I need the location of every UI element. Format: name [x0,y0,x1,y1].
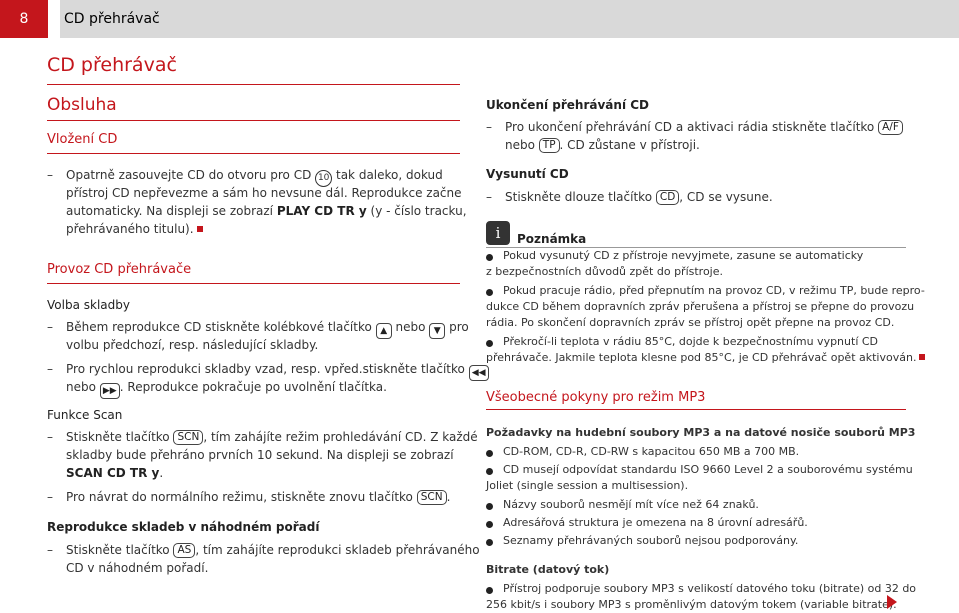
vysunuti-line-1: Stiskněte dlouze tlačítko CD , CD se vysune. [505,190,773,204]
fast-forward-key-icon: ▶▶ [100,383,120,399]
volba-line-1: Během reprodukce CD stiskněte kolébkové tlačítko ▲ nebo ▼ pro [66,318,469,339]
req-bullet-1: CD-ROM, CD-R, CD-RW s kapacitou 650 MB a 700 MB. [503,445,800,458]
bullet-icon [486,340,493,347]
req-bullet-2-line-1: CD musejí odpovídat standardu ISO 9660 Level 2 a souborovému systému [503,463,913,476]
title-rule [47,84,460,85]
bullet-icon [486,587,493,594]
note-bullet-3-line-2: přehrávače. Jakmile teplota klesne pod 85°C, je CD přehrávač opět aktivován. [486,350,925,366]
list-dash: – [47,430,53,444]
vlozeni-rule [47,153,460,154]
bitrate-bullet-1-line-1: Přístroj podporuje soubory MP3 s velikostí datového toku (bitrate) od 32 do [503,582,917,595]
heading-volba-skladby: Volba skladby [47,298,130,312]
bullet-icon [486,539,493,546]
bullet-icon [486,503,493,510]
heading-funkce-scan: Funkce Scan [47,408,123,422]
chapter-title: CD přehrávač [60,0,959,38]
req-bullet-4: Adresářová struktura je omezena na 8 úrovní adresářů. [503,516,808,529]
ukonceni-line-2: nebo TP . CD zůstane v přístroji. [505,138,700,152]
vlozeni-line-2: přístroj CD nepřevezme a sám ho nevsune dál. Reprodukce začne [66,186,462,200]
note-heading: Poznámka [517,232,587,246]
info-note-icon: i [486,221,510,245]
scn-key: SCN [173,430,203,445]
ukonceni-line-1: Pro ukončení přehrávání CD a aktivaci rádia stiskněte tlačítko A/F [505,118,903,136]
req-bullet-2-line-2: Joliet (single session a multisession). [486,479,689,492]
tp-key: TP [539,138,560,153]
mp3-rule [486,409,906,410]
note-bullet-2-line-1: Pokud pracuje rádio, před přepnutím na provoz CD, v režimu TP, bude repro- [503,284,925,297]
end-of-section-mark [919,354,925,360]
heading-vlozeni-cd: Vložení CD [47,132,118,147]
list-dash: – [47,362,53,376]
cd-slot-callout: 10 [315,170,332,187]
bullet-icon [486,254,493,261]
vlozeni-line-3: automaticky. Na displeji se zobrazí PLAY CD TR y (y - číslo tracku, [66,204,467,218]
volba-line-4: nebo ▶▶ . Reprodukce pokračuje po uvolnění tlačítka. [66,378,387,399]
heading-nahodne-poradi: Reprodukce skladeb v náhodném pořadí [47,520,320,534]
note-bullet-2-line-3: rádia. Po skončení dopravních zpráv se přístroj opět přepne na provoz CD. [486,316,895,329]
list-dash: – [486,120,492,134]
scan-line-4: Pro návrat do normálního režimu, stiskněte znovu tlačítko SCN . [66,490,451,504]
scn-key: SCN [417,490,447,505]
heading-mp3: Všeobecné pokyny pro režim MP3 [486,390,706,405]
scan-line-2: skladby bude přehráno prvních 10 sekund. Na displeji se zobrazí [66,448,454,462]
bullet-icon [486,468,493,475]
bullet-icon [486,450,493,457]
scan-line-1: Stiskněte tlačítko SCN , tím zahájíte režim prohledávání CD. Z každé [66,430,478,444]
page-header [0,0,959,38]
up-arrow-key-icon: ▲ [376,323,392,339]
heading-requirements: Požadavky na hudební soubory MP3 a na datové nosiče souborů MP3 [486,426,916,439]
page-number: 8 [0,0,48,38]
req-bullet-5: Seznamy přehrávaných souborů nejsou podporovány. [503,534,799,547]
heading-ukonceni: Ukončení přehrávání CD [486,98,650,112]
as-key: AS [173,543,195,558]
volba-line-2: volbu předchozí, resp. následující skladby. [66,338,319,352]
rewind-key-icon: ◀◀ [469,365,489,381]
bullet-icon [486,289,493,296]
af-key: A/F [878,120,903,135]
section-obsluha: Obsluha [47,95,117,115]
scan-line-3: SCAN CD TR y. [66,466,164,480]
note-bullet-1-line-1: Pokud vysunutý CD z přístroje nevyjmete, zasune se automaticky [503,249,864,262]
obsluha-rule [47,120,460,121]
list-dash: – [486,190,492,204]
list-dash: – [47,490,53,504]
heading-provoz: Provoz CD přehrávače [47,262,192,277]
note-bullet-2-line-2: dukce CD během dopravních zpráv přerušena a přístroj se přepne do provozu [486,300,915,313]
random-line-2: CD v náhodném pořadí. [66,561,209,575]
page-title: CD přehrávač [47,54,177,76]
continue-arrow-icon [887,595,897,609]
provoz-rule [47,283,460,284]
list-dash: – [47,168,53,182]
req-bullet-3: Názvy souborů nesmějí mít více než 64 znaků. [503,498,759,511]
bullet-icon [486,521,493,528]
down-arrow-key-icon: ▼ [429,323,445,339]
cd-key: CD [656,190,679,205]
end-of-section-mark [197,226,203,232]
random-line-1: Stiskněte tlačítko AS , tím zahájíte reprodukci skladeb přehrávaného [66,543,480,557]
note-bullet-1-line-2: z bezpečnostních důvodů zpět do přístroje. [486,265,724,278]
vlozeni-line-1: Opatrně zasouvejte CD do otvoru pro CD 10 tak daleko, dokud [66,166,443,187]
heading-vysunuti: Vysunutí CD [486,167,569,181]
heading-bitrate: Bitrate (datový tok) [486,563,610,576]
note-bullet-3-line-1: Překročí-li teplota v rádiu 85°C, dojde k bezpečnostnímu vypnutí CD [503,335,879,348]
list-dash: – [47,320,53,334]
list-dash: – [47,543,53,557]
volba-line-3: Pro rychlou reprodukci skladby vzad, resp. vpřed.stiskněte tlačítko ◀◀ [66,360,489,381]
bitrate-bullet-1-line-2: 256 kbit/s i soubory MP3 s proměnlivým datovým tokem (variable bitrate). [486,598,897,611]
vlozeni-line-4: přehrávaného titulu). [66,220,203,238]
